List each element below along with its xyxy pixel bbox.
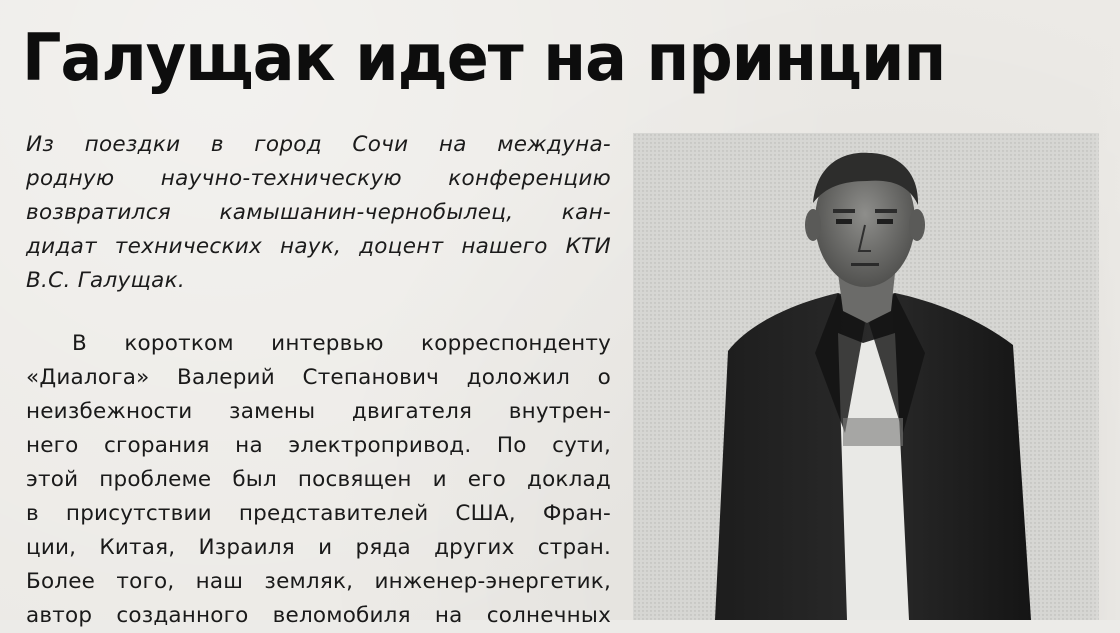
lead-line: В.С. Галущак.: [26, 268, 186, 293]
lead-line: дидат технических наук, доцент нашего КТИ: [26, 234, 611, 259]
article-lead: [26, 128, 611, 298]
lead-line: родную научно-техническую конференцию: [26, 166, 611, 191]
article-body: [26, 327, 611, 633]
page-edge: [1090, 0, 1120, 620]
lead-line: Из поездки в город Сочи на междуна-: [26, 132, 611, 157]
article-headline: Галущак идет на принцип: [22, 19, 946, 96]
body-line: В коротком интервью корреспонденту: [72, 331, 611, 356]
body-line: «Диалога» Валерий Степанович доложил о: [26, 365, 611, 390]
body-line: автор созданного веломобиля на солнечных: [26, 603, 611, 628]
body-line: ции, Китая, Израиля и ряда других стран.: [26, 535, 611, 560]
lead-line: возвратился камышанин-чернобылец, кан-: [26, 200, 611, 225]
body-line: этой проблеме был посвящен и его доклад: [26, 467, 611, 492]
body-line: неизбежности замены двигателя внутрен-: [26, 399, 611, 424]
body-line: Более того, наш земляк, инженер-энергетик,: [26, 569, 611, 594]
body-line: в присутствии представителей США, Фран-: [26, 501, 611, 526]
portrait-illustration: [633, 133, 1099, 620]
portrait-photo: [633, 133, 1099, 620]
body-line: него сгорания на электропривод. По сути,: [26, 433, 611, 458]
